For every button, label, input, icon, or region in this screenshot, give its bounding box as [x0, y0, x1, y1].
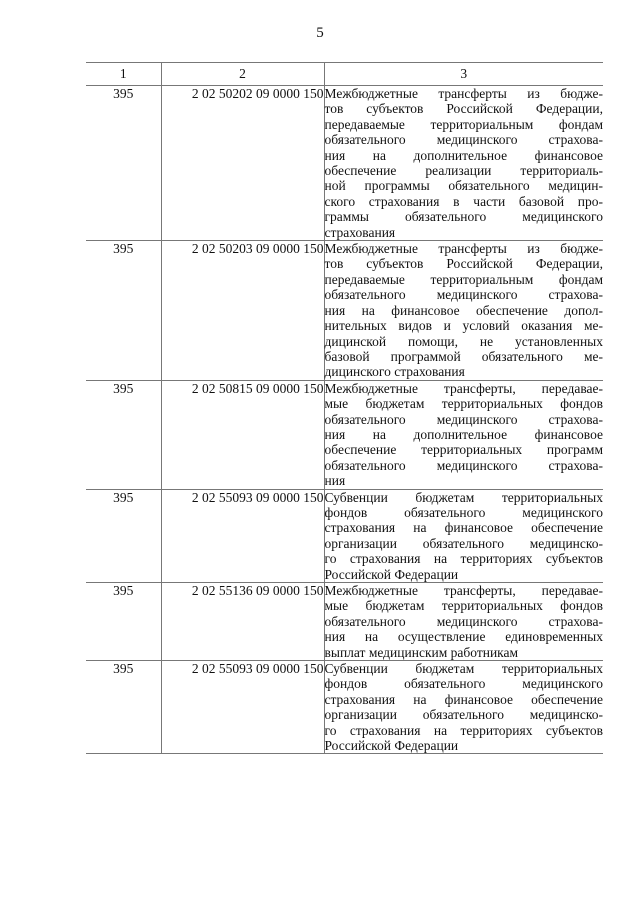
description-cell — [324, 661, 603, 754]
description-line: мые бюджетам территориальных фондов — [324, 396, 603, 412]
description-line: ния на осуществление единовременных — [324, 629, 603, 645]
description-line: страхования — [324, 224, 396, 240]
table-row — [86, 380, 603, 489]
description-line: дицинского страхования — [324, 364, 465, 380]
admin-code-cell: 395 — [86, 489, 161, 582]
table-body — [86, 86, 603, 754]
page-number: 5 — [316, 25, 324, 41]
description-line: ния на финансовое обеспечение допол- — [324, 302, 603, 318]
description-line: нительных видов и условий оказания ме- — [324, 318, 603, 334]
kbk-code-cell: 2 02 50815 09 0000 150 — [161, 380, 324, 489]
kbk-code-cell: 2 02 50203 09 0000 150 — [161, 241, 324, 381]
description-line: мые бюджетам территориальных фондов — [324, 598, 603, 614]
description-line: обязательного медицинского страхова- — [324, 132, 603, 148]
description-line: Межбюджетные трансферты из бюдже- — [324, 86, 603, 101]
column-header: 3 — [324, 63, 603, 86]
kbk-code-cell: 2 02 55093 09 0000 150 — [161, 489, 324, 582]
description-cell — [324, 489, 603, 582]
description-line: тов субъектов Российской Федерации, — [324, 256, 603, 272]
description-line: граммы обязательного медицинского — [324, 209, 603, 225]
description-line: ния — [324, 473, 346, 489]
kbk-code-cell: 2 02 50202 09 0000 150 — [161, 86, 324, 241]
description-cell — [324, 241, 603, 381]
admin-code-cell: 395 — [86, 86, 161, 241]
description-line: фондов обязательного медицинского — [324, 676, 603, 692]
description-cell — [324, 583, 603, 661]
admin-code-cell: 395 — [86, 661, 161, 754]
description-line: го страхования на территориях субъектов — [324, 551, 603, 567]
description-line: ной программы обязательного медицин- — [324, 178, 603, 194]
description-line: обеспечение территориальных программ — [324, 442, 603, 458]
description-line: дицинской помощи, не установленных — [324, 333, 603, 349]
description-cell — [324, 86, 603, 241]
table-row — [86, 86, 603, 241]
description-line: ния на дополнительное финансовое — [324, 426, 603, 442]
description-line: страхования на финансовое обеспечение — [324, 691, 603, 707]
description-line: передаваемые территориальным фондам — [324, 271, 603, 287]
description-line: ского страхования в части базовой про- — [324, 193, 603, 209]
description-line: организации обязательного медицинско- — [324, 535, 603, 551]
admin-code-cell: 395 — [86, 241, 161, 381]
description-line: го страхования на территориях субъектов — [324, 722, 603, 738]
description-line: передаваемые территориальным фондам — [324, 116, 603, 132]
description-line: Межбюджетные трансферты, передавае- — [324, 380, 603, 396]
description-line: обеспечение реализации территориаль- — [324, 163, 603, 179]
column-header: 2 — [161, 63, 324, 86]
column-header: 1 — [86, 63, 161, 86]
description-line: тов субъектов Российской Федерации, — [324, 101, 603, 117]
kbk-code-cell: 2 02 55093 09 0000 150 — [161, 661, 324, 754]
description-line: обязательного медицинского страхова- — [324, 457, 603, 473]
classification-table — [86, 62, 603, 754]
description-line: Межбюджетные трансферты, передавае- — [324, 583, 603, 598]
description-line: Межбюджетные трансферты из бюдже- — [324, 241, 603, 257]
description-cell — [324, 380, 603, 489]
description-line: обязательного медицинского страхова- — [324, 613, 603, 629]
table-row — [86, 489, 603, 582]
table-row — [86, 241, 603, 381]
description-line: Субвенции бюджетам территориальных — [324, 661, 603, 677]
description-line: ния на дополнительное финансовое — [324, 147, 603, 163]
description-line: выплат медицинским работникам — [324, 644, 519, 660]
description-line: Российской Федерации — [324, 566, 459, 582]
description-line: страхования на финансовое обеспечение — [324, 520, 603, 536]
table-row — [86, 583, 603, 661]
description-line: организации обязательного медицинско- — [324, 707, 603, 723]
description-line: Российской Федерации — [324, 738, 459, 754]
description-line: обязательного медицинского страхова- — [324, 287, 603, 303]
kbk-code-cell: 2 02 55136 09 0000 150 — [161, 583, 324, 661]
description-line: Субвенции бюджетам территориальных — [324, 489, 603, 505]
description-line: базовой программой обязательного ме- — [324, 348, 603, 364]
admin-code-cell: 395 — [86, 583, 161, 661]
description-line: обязательного медицинского страхова- — [324, 411, 603, 427]
admin-code-cell: 395 — [86, 380, 161, 489]
table-header-row — [86, 63, 603, 86]
description-line: фондов обязательного медицинского — [324, 504, 603, 520]
table-row — [86, 661, 603, 754]
